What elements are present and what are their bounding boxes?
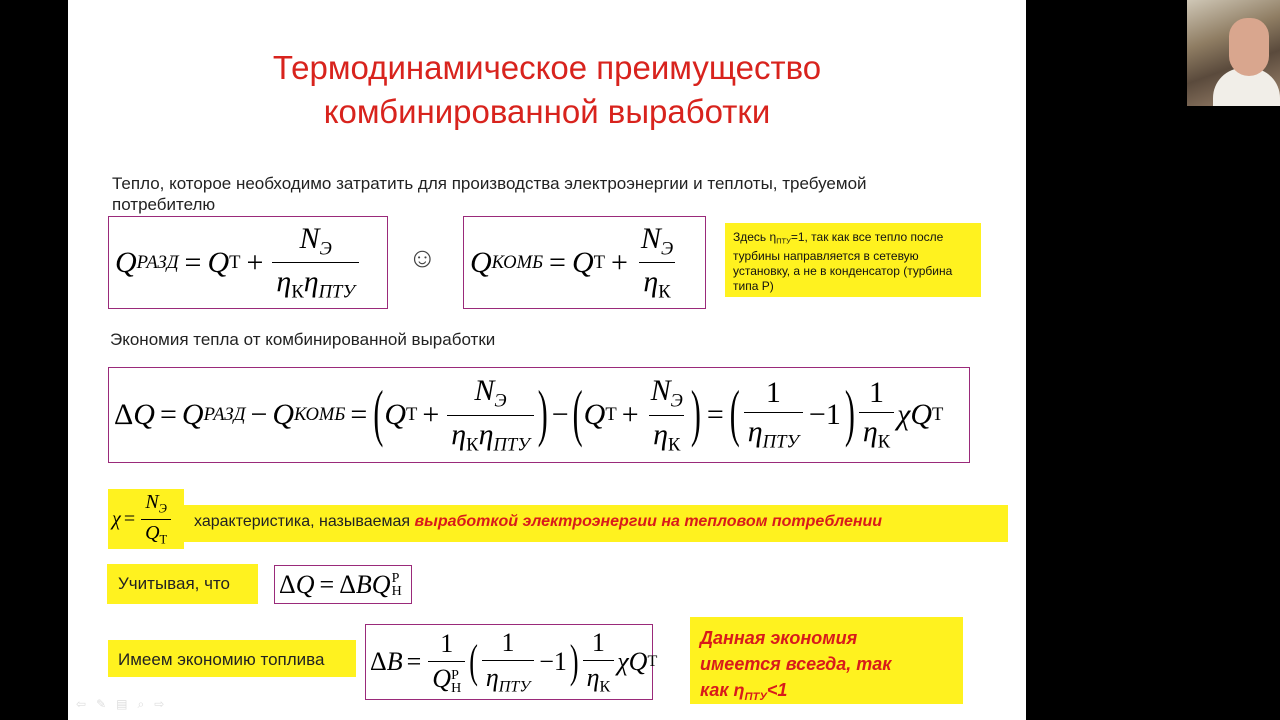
conclusion-line3-suffix: <1 (766, 680, 788, 700)
chi-formula: χ = $\frac{N_Э}{Q_Т}$ (108, 489, 184, 549)
conclusion-line3 (700, 677, 963, 710)
pen-icon[interactable]: ✎ (96, 697, 107, 711)
chi-description-emphasis: выработкой электроэнергии на тепловом потреблении (414, 513, 883, 530)
slide-title-line1: Термодинамическое преимущество (272, 49, 822, 86)
conclusion-line1: Данная экономия (700, 628, 858, 648)
menu-icon[interactable]: ▤ (116, 697, 128, 711)
conclusion-line3-prefix: как η (700, 680, 745, 700)
presenter-face (1229, 18, 1269, 76)
arrow-right-icon[interactable]: ⇨ (154, 697, 165, 711)
intro-text-line1: Тепло, которое необходимо затратить для производства электроэнергии и теплоты, требуемой (112, 174, 867, 193)
intro-text-line2: потребителю (112, 195, 216, 214)
delta-b-formula: Δ B = 1 Q Р Н ( $\frac{1}{\eta_{ПТУ}}$ −1 ) $\frac{1}{\eta_К}$ χQ Т (365, 624, 653, 700)
presenter-video (1187, 0, 1280, 106)
fuel-savings-label: Имеем экономию топлива (108, 640, 356, 677)
conclusion-line3-sub: ПТУ (744, 690, 767, 703)
intro-text (112, 173, 1012, 215)
savings-heading: Экономия тепла от комбинированной выработки (110, 330, 496, 349)
arrow-left-icon[interactable]: ⇦ (76, 697, 87, 711)
zoom-icon[interactable]: ⌕ (137, 697, 145, 711)
delta-q-formula: Δ Q = Q РАЗД − Q КОМБ = ( Q Т + $\frac{N_Э}{\eta_К\eta_{ПТУ}}$ ) − ( Q Т + $\frac{N_Э}{\eta_К}$ ) = ( $\frac{1}{\eta_{ПТУ}}$ −1 ) $\frac{1}{\eta_К}$ χQ Т (108, 367, 970, 463)
conclusion-line2: имеется всегда, так (700, 654, 892, 674)
note-prefix: Здесь η (733, 230, 777, 244)
conclusion-box (690, 617, 963, 704)
note-box (725, 223, 981, 297)
note-subscript: ПТУ (776, 236, 791, 246)
slide (68, 0, 1026, 720)
note-suffix: =1, так как все тепло после турбины направляется в сетевую установку, а не в конденсатор (турбина типа Р) (733, 230, 953, 293)
q-separate-formula: Q РАЗД = Q Т + $\frac{N_Э}{\eta_К\eta_{ПТУ}}$ (108, 216, 388, 309)
chi-description-prefix: характеристика, называемая (194, 513, 415, 530)
slide-title (68, 46, 1026, 134)
q-combined-formula: Q КОМБ = Q Т + $\frac{N_Э}{\eta_К}$ (463, 216, 706, 309)
slideshow-toolbar (76, 697, 164, 712)
slide-title-line2: комбинированной выработки (323, 93, 771, 130)
delta-q-delta-b-formula: Δ Q = Δ BQ Р Н (274, 565, 412, 604)
chi-description (184, 505, 1008, 542)
smiley-icon: ☺ (408, 242, 437, 273)
considering-label: Учитывая, что (107, 564, 258, 604)
